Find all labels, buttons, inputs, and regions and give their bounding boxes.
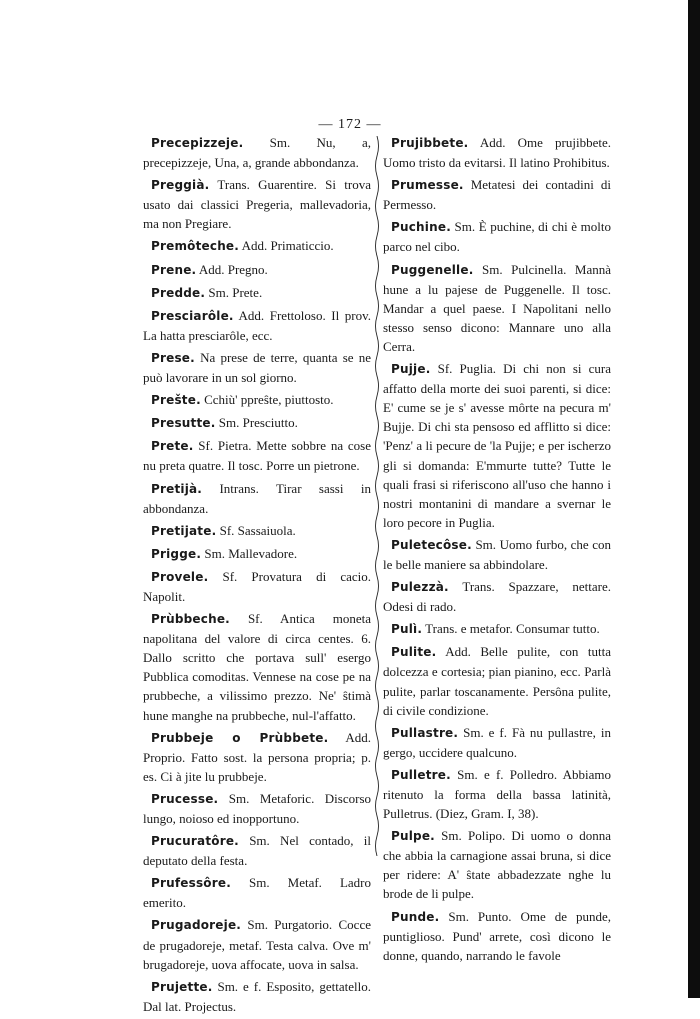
entry-headword: Prešte. <box>151 393 201 408</box>
entry-headword: Prete. <box>151 439 194 454</box>
dictionary-entry <box>383 175 611 214</box>
dictionary-entry <box>143 609 371 725</box>
entry-definition: Sm. Metaforic. Discorso lungo, noioso ed inopportuno. <box>143 790 371 826</box>
dictionary-entry <box>383 642 611 719</box>
entry-headword: Pulezzà. <box>391 580 449 595</box>
entry-headword: Prujette. <box>151 979 213 994</box>
dictionary-entry <box>383 619 611 639</box>
entry-headword: Prene. <box>151 262 197 277</box>
entry-definition: Na prese de terre, quanta se ne può lavorare in un sol giorno. <box>143 349 371 386</box>
dictionary-entry <box>383 260 611 356</box>
entry-headword: Punde. <box>391 909 440 924</box>
dictionary-entry <box>383 535 611 574</box>
dictionary-entry <box>383 826 611 903</box>
dictionary-entry <box>143 831 371 870</box>
dictionary-entry <box>143 728 371 786</box>
entry-definition: Sm. Metaf. Ladro emerito. <box>143 875 371 911</box>
entry-headword: Pulpe. <box>391 829 435 844</box>
entry-headword: Prucuratôre. <box>151 834 239 849</box>
entry-definition: Sf. Provatura di cacio. Napolit. <box>143 568 371 604</box>
entry-definition: Add. Primaticcio. <box>239 238 334 254</box>
entry-headword: Prufessôre. <box>151 876 231 891</box>
right-column <box>383 133 611 968</box>
entry-definition: Trans. Guarentire. Si trova usato dai classici Pregeria, mallevadoria, ma non Pregiare. <box>143 177 371 232</box>
entry-headword: Prugadoreje. <box>151 918 242 933</box>
entry-definition: Sm. e f. Esposito, gettatello. Dal lat. Projectus. <box>143 978 371 1014</box>
entry-definition: Cchiù' ppreŝte, piuttosto. <box>200 392 334 408</box>
entry-headword: Puletecôse. <box>391 537 472 552</box>
entry-definition: Sm. Prete. <box>205 284 263 300</box>
dictionary-entry <box>143 873 371 912</box>
entry-definition: Sf. Sassaiuola. <box>216 522 296 538</box>
dictionary-entry <box>383 577 611 616</box>
entry-headword: Prumesse. <box>391 178 464 193</box>
entry-headword: Preggià. <box>151 178 210 193</box>
entry-headword: Puggenelle. <box>391 262 474 277</box>
entry-headword: Pulite. <box>391 645 437 660</box>
dictionary-entry <box>383 907 611 965</box>
dictionary-entry <box>143 236 371 256</box>
entry-headword: Prujibbete. <box>391 136 469 150</box>
entry-headword: Prùbbeche. <box>151 612 230 627</box>
dictionary-entry <box>143 413 371 433</box>
entry-headword: Provele. <box>151 569 209 584</box>
entry-headword: Pullastre. <box>391 725 459 740</box>
entry-headword: Presciarôle. <box>151 308 234 323</box>
dictionary-entry <box>143 283 371 303</box>
entry-definition: Sm. Presciutto. <box>215 415 298 431</box>
dictionary-entry <box>383 133 611 172</box>
entry-definition: Trans. Spazzare, nettare. Odesi di rado. <box>383 579 611 615</box>
dictionary-entry <box>143 915 371 973</box>
entry-definition: Trans. e metafor. Consumar tutto. <box>422 621 600 637</box>
page-number: — 172 — <box>318 117 382 132</box>
entry-definition: Add. Pregno. <box>196 261 268 277</box>
dictionary-entry <box>143 436 371 475</box>
entry-definition: Sm. e f. Polledro. Abbiamo ritenuto la forma della bassa latinità, Pulletrus. (Diez, Gram. I, 38). <box>383 766 611 822</box>
entry-definition: Sf. Puglia. Di chi non si cura affatto della morte dei suoi parenti, si dice: E' cume se je s' avesse môrte na pecura m' Bujje. Di chi sta pensoso ed afflitto si dice: 'Penz' a li pecure de 'la Pujje; e per ischerzo gli si domanda: E'mmurte tutte? Tutte le quali frasi si riferiscono all'uso che hanno i nostri montanini di mandare a svernar le loro pecore in Puglia. <box>383 361 611 530</box>
dictionary-entry <box>143 544 371 564</box>
entry-headword: Pretijà. <box>151 481 203 496</box>
entry-definition: Sm. Nu, a, precepizzeje, Una, a, grande abbondanza. <box>143 135 371 171</box>
entry-headword: Pujje. <box>391 362 431 377</box>
entry-headword: Prigge. <box>151 546 202 561</box>
entry-headword: Puchine. <box>391 220 451 235</box>
dictionary-entry <box>383 359 611 532</box>
column-divider <box>374 136 380 856</box>
dictionary-entry <box>143 479 371 518</box>
dictionary-entry <box>143 133 371 172</box>
entry-definition: Add. Belle pulite, con tutta dolcezza e cortesia; pian pianino, ecc. Parlà pulite, parlar toscanamente. Persôna pulite, di civile condizione. <box>383 644 611 718</box>
dictionary-entry <box>383 217 611 256</box>
entry-definition: Add. Ome prujibbete. Uomo tristo da evitarsi. Il latino Prohibitus. <box>383 135 611 171</box>
entry-headword: Pulletre. <box>391 767 451 782</box>
dictionary-entry <box>143 789 371 828</box>
entry-definition: Add. Proprio. Fatto sost. la persona propria; p. es. Ci à jite lu prubbeje. <box>143 729 372 784</box>
entry-headword: Pretijate. <box>151 523 217 538</box>
entry-definition: Sm. Uomo furbo, che con le belle maniere sa abbindolare. <box>383 536 611 572</box>
dictionary-entry <box>143 521 371 541</box>
entry-definition: Intrans. Tirar sassi in abbondanza. <box>143 480 371 516</box>
entry-headword: Prubbeje o Prùbbete. <box>151 730 329 745</box>
entry-definition: Sm. e f. Fà nu pullastre, in gergo, uccidere qualcuno. <box>383 724 611 760</box>
dictionary-entry <box>143 977 371 1016</box>
entry-definition: Sm. Nel contado, il deputato della festa. <box>143 833 371 869</box>
dictionary-entry <box>383 765 611 823</box>
entry-definition: Sm. Punto. Ome de punde, puntiglioso. Pund' arrete, così dicono le donne, quando, narrando le favole <box>383 908 611 963</box>
entry-definition: Sm. Polipo. Di uomo o donna che abbia la carnagione assai bruna, si dice per ridere: A' ŝtate abbadezzate nghe lu brode de li pulpe. <box>383 828 611 902</box>
dictionary-entry <box>383 723 611 762</box>
scan-edge <box>688 0 700 998</box>
entry-headword: Presutte. <box>151 416 216 431</box>
entry-headword: Pulì. <box>391 622 423 637</box>
entry-headword: Prese. <box>151 350 195 365</box>
dictionary-entry <box>143 306 371 345</box>
left-column <box>143 133 371 1019</box>
entry-definition: Add. Frettoloso. Il prov. La hatta presciarôle, ecc. <box>143 307 371 343</box>
entry-definition: Metatesi dei contadini di Permesso. <box>383 177 611 213</box>
entry-headword: Prucesse. <box>151 791 219 806</box>
entry-definition: Sm. È puchine, di chi è molto parco nel cibo. <box>383 219 611 255</box>
entry-definition: Sf. Antica moneta napolitana del valore di circa centes. 6. Dallo scritto che portava sull' esergo Pubblica comoditas. Vennese na cose pe na prubbeche, a vilissimo prezzo. Ne' ŝtimà hune manghe na prubbeche, nul-l'affatto. <box>143 611 371 723</box>
entry-definition: Sm. Pulcinella. Mannà hune a lu pajese de Puggenelle. Il tosc. Mandar a quel paese. I Napolitani nello stesso senso dicono: Mannare uno alla Cerra. <box>383 261 611 354</box>
dictionary-entry <box>143 348 371 387</box>
dictionary-entry <box>143 260 371 280</box>
dictionary-entry <box>143 567 371 606</box>
dictionary-entry <box>143 175 371 233</box>
entry-headword: Premôteche. <box>151 239 240 254</box>
dictionary-entry <box>143 390 371 410</box>
entry-definition: Sf. Pietra. Mette sobbre na cose nu preta quatre. Il tosc. Porre un pietrone. <box>143 438 371 474</box>
entry-definition: Sm. Purgatorio. Cocce de prugadoreje, metaf. Testa calva. Ove m' brugadoreje, uova affocate, uova in salsa. <box>143 917 371 972</box>
entry-headword: Precepizzeje. <box>151 136 244 150</box>
entry-headword: Predde. <box>151 285 206 300</box>
entry-definition: Sm. Mallevadore. <box>201 545 298 561</box>
